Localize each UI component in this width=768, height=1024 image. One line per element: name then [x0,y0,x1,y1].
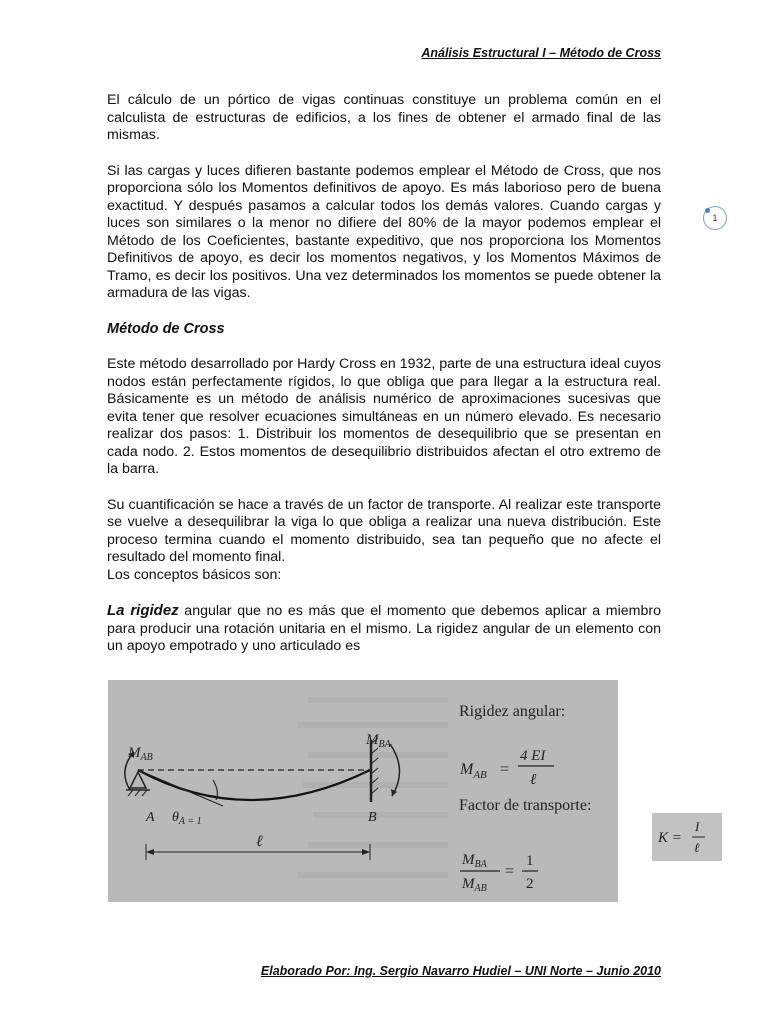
label-mba: M [366,732,379,748]
eq2-num: M [462,852,475,868]
marker-dot [705,208,710,213]
eq2-num-sub: BA [474,859,487,870]
rigidez-title: Rigidez angular: [459,703,566,720]
eq1-denominator: ℓ [530,772,537,788]
eq2-den: M [462,876,475,892]
section-heading: Método de Cross [107,320,225,337]
label-theta: θ [172,810,179,825]
paragraph-rigidez [107,602,661,656]
eq1-numerator: 4 EI [520,748,546,764]
term-rigidez: La rigidez [107,602,179,619]
label-theta-sub: A = 1 [178,816,202,827]
svg-text:MAB [459,761,487,781]
label-l: ℓ [256,833,263,850]
paragraph-concepts: Los conceptos básicos son: [107,566,282,583]
label-mab: M [128,745,141,761]
rigidez-text: angular que no es más que el momento que debemos aplicar a miembro para producir una rotación unitaria en el mismo. La rigidez angular de un elemento con un apoyo empotrado y uno articulado es [107,603,661,654]
k-lhs: K = [658,830,682,846]
page-header: Análisis Estructural I – Método de Cross [421,46,661,60]
moment-arrow-b [390,744,400,796]
document-body [107,92,661,656]
beam-figure [108,680,618,902]
rotation-line [138,770,223,806]
svg-text:MAB [461,876,487,894]
paragraph-methods: Si las cargas y luces difieren bastante podemos emplear el Método de Cross, que nos proporciona sólo los Momentos definitivos de apoyo. Es más laborioso pero de buena exactitud. Y después pasamos a calcular todos los demás valores. Cuando cargas y luces son similares o la menor no difiere del 80% de la mayor podemos emplear el Método de los Coeficientes, bastante expeditivo, que nos proporciona los Momentos Definitivos de apoyo, es decir los momentos negativos, y los Momentos Máximos de Tramo, es decir los positivos. Una vez determinados los momentos se puede obtener la armadura de las vigas. [107,162,661,301]
paragraph-cross: Este método desarrollado por Hardy Cross en 1932, parte de una estructura ideal cuyos nodos están perfectamente rígidos, lo que obliga que para llegar a la estructura real. Básicamente es un método de análisis numérico de aproximaciones sucesivas que evita tener que resolver ecuaciones simultáneas en un número elevado. Es necesario realizar dos pasos: 1. Distribuir los momentos de desequilibrio que se presentan en cada nodo. 2. Estos momentos de desequilibrio distribuidos afectan el otro extremo de la barra. [107,356,661,477]
label-mab-sub: AB [140,752,153,763]
factor-title: Factor de transporte: [459,797,592,814]
svg-text:θA = 1 [172,810,202,827]
background-texture [298,700,448,875]
svg-text:MAB [127,745,153,763]
label-a: A [146,810,155,825]
paragraph-intro: El cálculo de un pórtico de vigas continuas constituye un problema común en el calculista de estructuras de edificios, a los fines de obtener el armado final de las mismas. [107,92,661,143]
svg-text:MBA [365,732,392,750]
k-denominator: ℓ [694,840,700,855]
svg-text:MBA [461,852,488,870]
eq1-lhs: M [460,761,474,778]
page-number: 1 [712,213,718,223]
eq2-right-den: 2 [526,876,534,892]
page-footer: Elaborado Por: Ing. Sergio Navarro Hudiel – UNI Norte – Junio 2010 [260,964,661,978]
eq2-den-sub: AB [474,883,487,894]
moment-arrow-b-head [391,789,397,796]
k-formula-box [652,813,722,861]
eq1-lhs-sub: AB [473,769,487,781]
label-b: B [368,810,377,825]
label-mba-sub: BA [378,739,391,750]
eq2-equals: = [505,863,515,880]
k-numerator: I [695,819,700,834]
paragraph-transport: Su cuantificación se hace a través de un factor de transporte. Al realizar este transporte se vuelve a desequilibrar la viga lo que obliga a realizar una nueva distribución. Este proceso termina cuando el momento distribuido, sea tan pequeño que no afecte el resultado del momento final. [107,496,661,565]
eq1-equals: = [500,761,510,778]
eq2-right-num: 1 [526,853,534,869]
page-number-marker [703,206,727,230]
